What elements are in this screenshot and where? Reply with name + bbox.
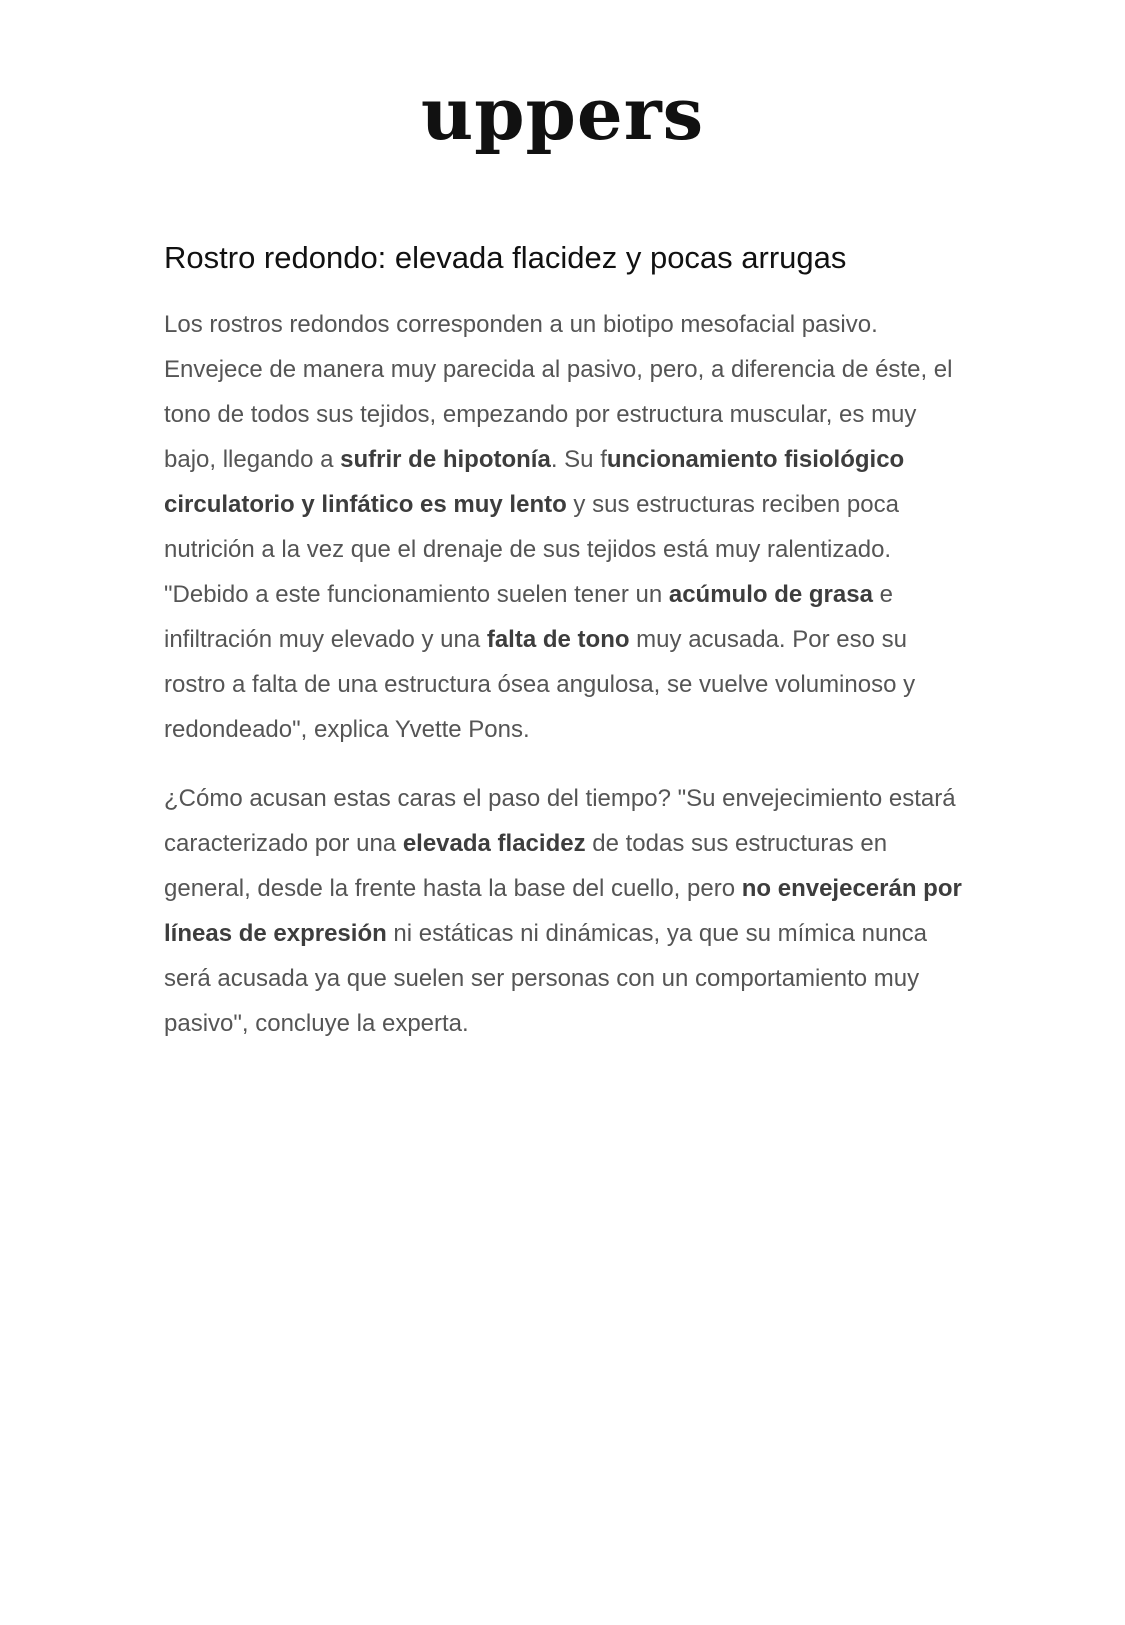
paragraph-1 xyxy=(164,302,974,752)
paragraph-1-bold-4: falta de tono xyxy=(486,626,630,654)
paragraph-1-text-3: y sus estructuras reciben poca nutrición a la vez que el drenaje de sus tejidos está muy ralentizado. "Debido a este funcionamiento suelen tener un xyxy=(164,491,899,609)
paragraph-1-bold-1: sufrir de hipotonía xyxy=(340,446,551,474)
paragraph-1-text-4: e infiltración muy elevado y una xyxy=(164,581,893,654)
paragraph-1-text-1: Los rostros redondos corresponden a un biotipo mesofacial pasivo. Envejece de manera muy parecida al pasivo, pero, a diferencia de éste, el tono de todos sus tejidos, empezando por estructura muscular, es muy bajo, llegando a xyxy=(164,311,953,474)
site-logo[interactable]: uppers xyxy=(420,71,705,156)
paragraph-1-bold-2: uncionamiento fisiológico circulatorio y linfático es muy lento xyxy=(164,446,905,519)
site-header xyxy=(0,71,1125,156)
paragraph-2-text-3: ni estáticas ni dinámicas, ya que su mímica nunca será acusada ya que suelen ser personas con un comportamiento muy pasivo", concluye la experta. xyxy=(164,920,928,1038)
paragraph-2 xyxy=(164,776,974,1046)
paragraph-2-text-1: ¿Cómo acusan estas caras el paso del tiempo? "Su envejecimiento estará caracterizado por una xyxy=(164,785,956,858)
article-body xyxy=(164,238,974,1070)
paragraph-2-bold-2: no envejecerán por líneas de expresión xyxy=(164,875,962,948)
paragraph-2-bold-1: elevada flacidez xyxy=(402,830,586,858)
paragraph-2-text-2: de todas sus estructuras en general, desde la frente hasta la base del cuello, pero xyxy=(164,830,888,903)
paragraph-1-text-5: muy acusada. Por eso su rostro a falta de una estructura ósea angulosa, se vuelve voluminoso y redondeado", explica Yvette Pons. xyxy=(164,626,916,744)
paragraph-1-text-2: . Su f xyxy=(550,446,607,474)
section-heading: Rostro redondo: elevada flacidez y pocas arrugas xyxy=(164,240,847,275)
paragraph-1-bold-3: acúmulo de grasa xyxy=(668,581,873,609)
